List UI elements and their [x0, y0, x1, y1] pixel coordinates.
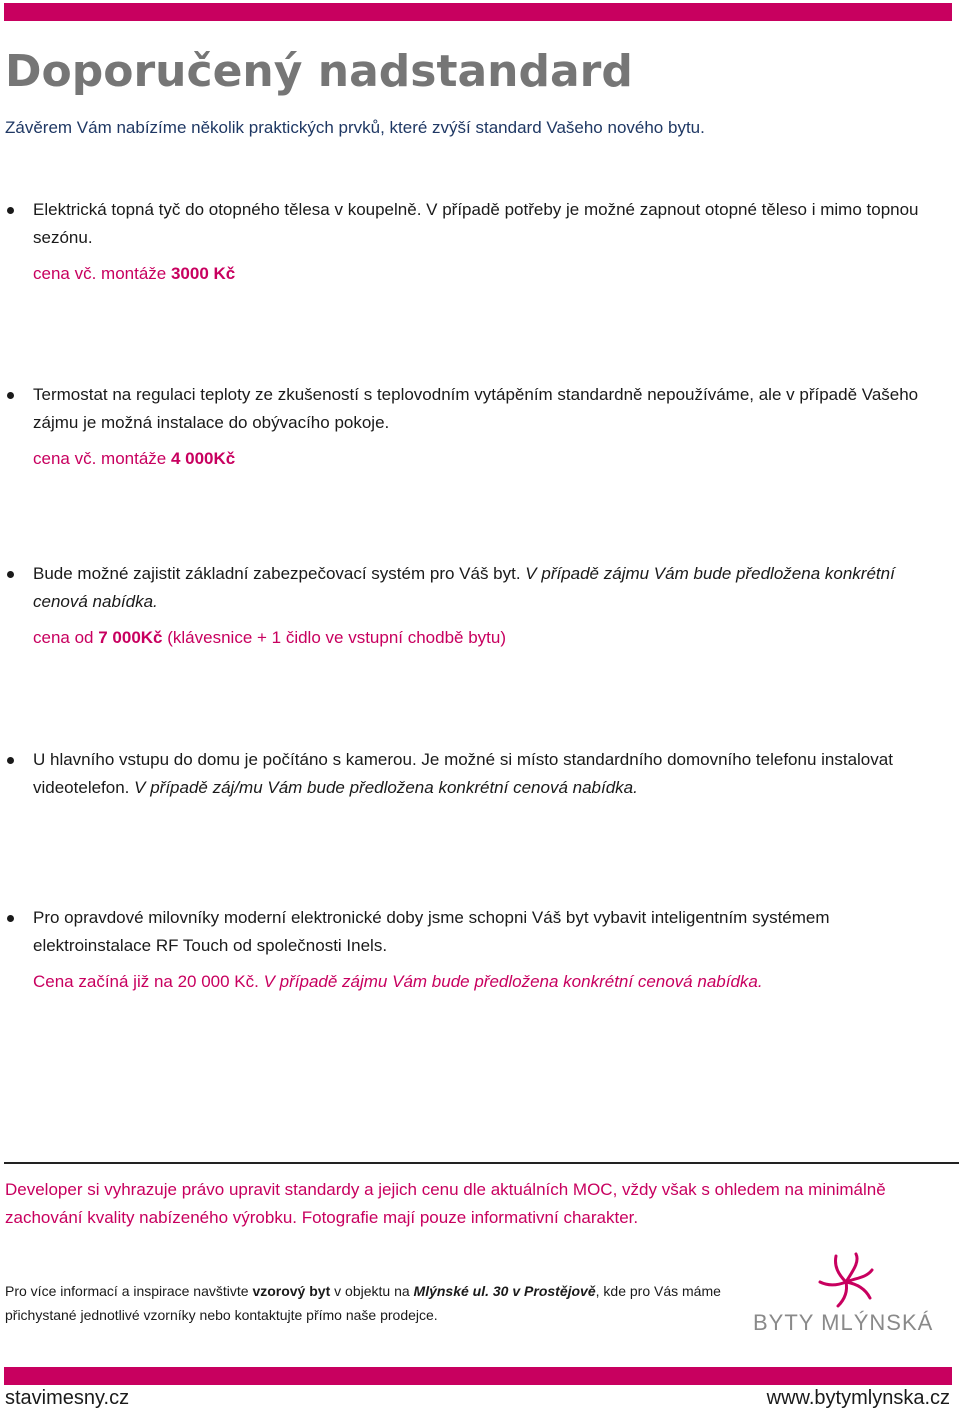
item-price: Cena začíná již na 20 000 Kč. V případě zájmu Vám bude předložena konkrétní cenová nabídka. — [33, 972, 763, 991]
contact-info: Pro více informací a inspirace navštivte vzorový byt v objektu na Mlýnské ul. 30 v Prostějově, kde pro Vás máme přichystané jednotlivé vzorníky nebo kontaktujte přímo naše prodejce. — [5, 1283, 721, 1323]
list-item-camera — [33, 746, 951, 802]
item-description: Bude možné zajistit základní zabezpečovací systém pro Váš byt. V případě zájmu Vám bude předložena konkrétní cenová nabídka. — [33, 564, 895, 611]
list-item-smart-home — [33, 904, 951, 992]
list-item-security-system — [33, 560, 951, 648]
list-item-thermostat — [33, 381, 951, 469]
intro-text: Závěrem Vám nabízíme několik praktických prvků, které zvýší standard Vašeho nového bytu. — [5, 118, 705, 137]
list-item-heating-rod — [33, 196, 951, 284]
item-description: Termostat na regulaci teploty ze zkušeností s teplovodním vytápěním standardně nepoužíváme, ale v případě Vašeho zájmu je možná instalace do obývacího pokoje. — [33, 385, 919, 432]
disclaimer-text: Developer si vyhrazuje právo upravit standardy a jejich cenu dle aktuálních MOC, vždy však s ohledem na minimálně zachování kvality nabízeného výrobku. Fotografie mají pouze informativní charakter. — [5, 1180, 886, 1227]
item-price: cena vč. montáže 4 000Kč — [33, 449, 236, 468]
item-price: cena od 7 000Kč (klávesnice + 1 čidlo ve vstupní chodbě bytu) — [33, 628, 507, 647]
bullet-icon — [7, 571, 14, 578]
page-title: Doporučený nadstandard — [5, 46, 633, 97]
footer-link-right[interactable]: www.bytymlynska.cz — [766, 1387, 950, 1409]
logo-text: BYTY MLÝNSKÁ — [753, 1310, 934, 1335]
section-divider — [4, 1162, 959, 1164]
item-description: Pro opravdové milovníky moderní elektronické doby jsme schopni Váš byt vybavit inteligentním systémem elektroinstalace RF Touch od společnosti Inels. — [33, 908, 830, 955]
item-description: Elektrická topná tyč do otopného tělesa v koupelně. V případě potřeby je možné zapnout otopné těleso i mimo topnou sezónu. — [33, 200, 919, 247]
footer-link-left[interactable]: stavimesny.cz — [5, 1387, 130, 1409]
bottom-accent-bar — [4, 1367, 952, 1385]
bullet-icon — [7, 392, 14, 399]
bullet-icon — [7, 757, 14, 764]
item-description: U hlavního vstupu do domu je počítáno s kamerou. Je možné si místo standardního domovního telefonu instalovat videotelefon. V případě záj/mu Vám bude předložena konkrétní cenová nabídka. — [33, 750, 893, 797]
bullet-icon — [7, 915, 14, 922]
top-accent-bar — [4, 3, 952, 21]
bullet-icon — [7, 207, 14, 214]
item-price: cena vč. montáže 3000 Kč — [33, 264, 236, 283]
